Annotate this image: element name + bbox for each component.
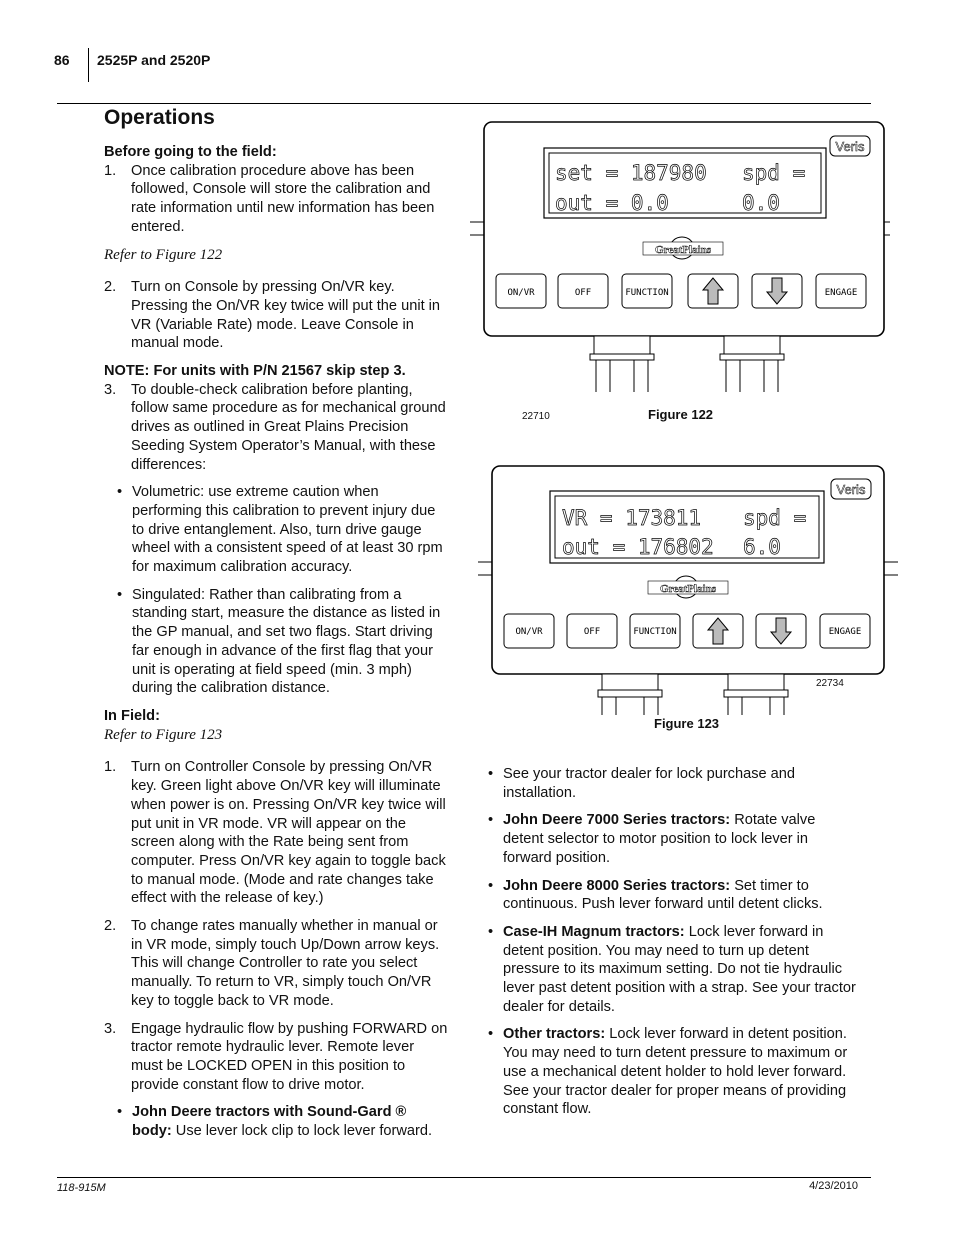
list-item: 2. To change rates manually whether in manual or in VR mode, simply touch Up/Down arrow keys. This will change Controller to rate you select manually. To return to VR, simply touch On/VR key to toggle back to VR mode. (104, 918, 440, 1009)
connectors (598, 674, 788, 715)
figure-caption: Figure 122 (648, 407, 714, 422)
bullet-item: • John Deere 7000 Series tractors: Rotate valve detent selector to motor position to lock lever in forward position. (488, 812, 816, 866)
left-column (104, 143, 449, 1141)
figure-reference: Refer to Figure 122 (104, 246, 223, 263)
key-engage-label: ENGAGE (824, 288, 858, 298)
lcd-line2-right: 0.0 (742, 191, 780, 215)
bullet-item: • Singulated: Rather than calibrating from a standing start, measure the distance as listed in the GP manual, and set two flags. Start driving far enough in advance of the first flag that your unit is operating at field speed (min. 3 mph) during the calibration distance. (104, 586, 449, 698)
veris-logo: Veris (835, 139, 865, 154)
greatplains-logo: GreatPlains (659, 583, 717, 595)
connectors (590, 336, 784, 392)
list-item: 1. Once calibration procedure above has been followed, Console will store the calibration and rate information until new information has been entered. (104, 162, 435, 235)
bullet-item: • Volumetric: use extreme caution when performing this calibration to prevent injury due to drive entanglement. Also, turn drive gauge wheel with a consistent speed of at least 30 rpm for maximum calibration accuracy. (104, 483, 449, 577)
bullet-item: • See your tractor dealer for lock purchase and installation. (488, 766, 796, 801)
bullet-icon: • (117, 484, 123, 501)
lcd-line2-left: out = 0.0 (555, 191, 669, 215)
figure-reference: Refer to Figure 123 (104, 726, 223, 743)
key-off-label: OFF (583, 627, 601, 637)
bullet-item: • Case-IH Magnum tractors: Lock lever forward in detent position. You may need to turn up detent pressure to its maximum setting. Do not tie hydraulic lever past detent position with a strap. See your tractor dealer for details. (488, 923, 856, 1015)
bullet-icon: • (488, 766, 494, 782)
lcd-line1-right: spd = (743, 506, 807, 530)
lcd-line2-left: out = 176802 (562, 535, 714, 559)
bullet-item: • Other tractors: Lock lever forward in detent position. You may need to turn detent pressure to maximum or use a mechanical detent holder to hold lever forward. See your tractor dealer for proper means of providing constant flow. (488, 1026, 848, 1118)
bullet-icon: • (488, 877, 494, 894)
lcd-line1-left: VR = 173811 (562, 506, 702, 530)
key-engage-label: ENGAGE (828, 627, 862, 637)
bullet-item: • John Deere 8000 Series tractors: Set timer to continuous. Push lever forward until detent clicks. (488, 877, 823, 913)
list-item: 1. Turn on Controller Console by pressing On/VR key. Green light above On/VR key will illuminate when power is on. Pressing On/VR key twice will put unit in VR mode. VR will appear on the screen along with the Rate being sent from computer. Press On/VR key again to toggle back to manual mode. (Mode and rate changes take effect with the release of key.) (104, 759, 446, 907)
note: NOTE: For units with P/N 21567 skip step 3. (104, 363, 406, 380)
greatplains-logo: GreatPlains (654, 244, 712, 256)
doc-number: 118-915M (57, 1182, 106, 1194)
header-title: 2525P and 2520P (97, 52, 211, 68)
key-off-label: OFF (574, 288, 592, 298)
figure-ref-number: 22734 (816, 678, 844, 689)
console-illustration (470, 120, 890, 425)
lcd-line2-right: 6.0 (743, 535, 781, 559)
footer-rule (57, 1177, 871, 1178)
bullet-icon: • (117, 586, 123, 603)
bullet-icon: • (488, 1026, 494, 1043)
list-item: 2. Turn on Console by pressing On/VR key. Pressing the On/VR key twice will put the unit in VR (Variable Rate) mode. Leave Console in manual mode. (104, 279, 441, 352)
infield-heading: In Field: (104, 707, 160, 724)
list-item: 3. Engage hydraulic flow by pushing FORWARD on tractor remote hydraulic lever. Remote lever must be LOCKED OPEN in this position to provide constant flow to drive motor. (104, 1020, 448, 1093)
key-function-label: FUNCTION (633, 627, 677, 637)
before-heading: Before going to the field: (104, 144, 277, 160)
figure-caption: Figure 123 (654, 716, 720, 731)
key-onvr-label: ON/VR (515, 627, 543, 637)
section-title: Operations (104, 106, 215, 129)
header-rule (57, 103, 871, 104)
key-function-label: FUNCTION (625, 288, 669, 298)
header-divider (88, 48, 89, 82)
veris-logo: Veris (836, 482, 866, 497)
right-column (488, 765, 858, 1119)
bullet-icon: • (488, 923, 494, 940)
figure-ref-number: 22710 (522, 411, 550, 422)
page-number: 86 (54, 52, 70, 68)
figure-123 (478, 463, 898, 738)
bullet-item: • John Deere tractors with Sound-Gard ® body: Use lever lock clip to lock lever forward. (104, 1103, 449, 1140)
bullet-icon: • (488, 812, 494, 829)
list-item: 3. To double-check calibration before planting, follow same procedure as for mechanical ground drives as outlined in Great Plains Precision Seeding System Operator’s Manual, with these differences: (104, 381, 446, 473)
bullet-icon: • (117, 1104, 123, 1121)
figure-122 (470, 120, 890, 425)
lcd-line1-left: set = 187980 (555, 161, 707, 185)
footer-date: 4/23/2010 (809, 1180, 858, 1192)
key-onvr-label: ON/VR (507, 288, 535, 298)
lcd-line1-right: spd = (742, 161, 806, 185)
